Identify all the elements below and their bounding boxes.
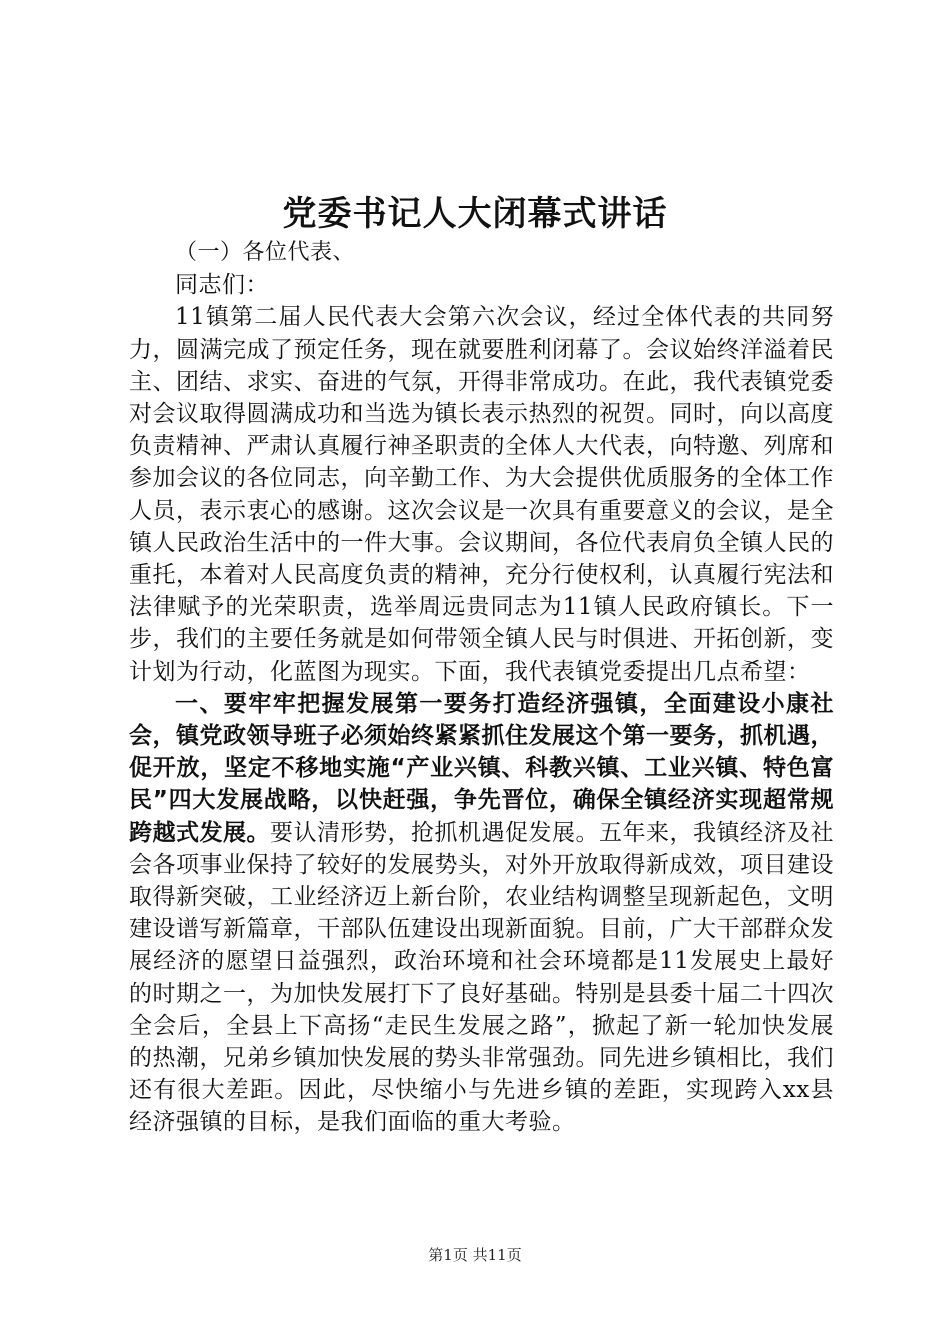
salutation-greeting: 同志们： [175, 272, 269, 299]
document-body [129, 237, 834, 1139]
paragraph-point-one [129, 688, 834, 1139]
paragraph-point-one-bold: 一、要牢牢把握发展第一要务打造经济强镇，全面建设小康社会，镇党政领导班子必须始终紧紧抓住发展这个第一要务，抓机遇，促开放，坚定不移地实施“产业兴镇、科教兴镇、工业兴镇、特色富民”四大发展战略，以快赶强，争先晋位，确保全镇经济实现超常规跨越式发展。 [129, 690, 834, 846]
salutation-heading: （一）各位代表、 [175, 240, 356, 265]
page-number-footer: 第1页 共11页 [428, 1246, 522, 1264]
paragraph-point-one-body: 要认清形势，抢抓机遇促发展。五年来，我镇经济及社会各项事业保持了较好的发展势头，对外开放取得新成效，项目建设取得新突破，工业经济迈上新台阶，农业结构调整呈现新起色，文明建设谱写新篇章，干部队伍建设出现新面貌。目前，广大干部群众发展经济的愿望日益强烈，政治环境和社会环境都是11发展史上最好的时期之一，为加快发展打下了良好基础。特别是县委十届二十四次全会后，全县上下高扬“走民生发展之路”，掀起了新一轮加快发展的热潮，兄弟乡镇加快发展的势头非常强劲。同先进乡镇相比，我们还有很大差距。因此，尽快缩小与先进乡镇的差距，实现跨入xx县经济强镇的目标，是我们面临的重大考验。 [129, 819, 834, 1136]
document-title: 党委书记人大闭幕式讲话 [282, 194, 668, 234]
paragraph-opening: 11镇第二届人民代表大会第六次会议，经过全体代表的共同努力，圆满完成了预定任务，现在就要胜利闭幕了。会议始终洋溢着民主、团结、求实、奋进的气氛，开得非常成功。在此，我代表镇党委对会议取得圆满成功和当选为镇长表示热烈的祝贺。同时，向以高度负责精神、严肃认真履行神圣职责的全体人大代表，向特邀、列席和参加会议的各位同志，向辛勤工作、为大会提供优质服务的全体工作人员，表示衷心的感谢。这次会议是一次具有重要意义的会议，是全镇人民政治生活中的一件大事。会议期间，各位代表肩负全镇人民的重托，本着对人民高度负责的精神，充分行使权利，认真履行宪法和法律赋予的光荣职责，选举周远贵同志为11镇人民政府镇长。下一步，我们的主要任务就是如何带领全镇人民与时俱进、开拓创新，变计划为行动，化蓝图为现实。下面，我代表镇党委提出几点希望： [129, 304, 834, 685]
